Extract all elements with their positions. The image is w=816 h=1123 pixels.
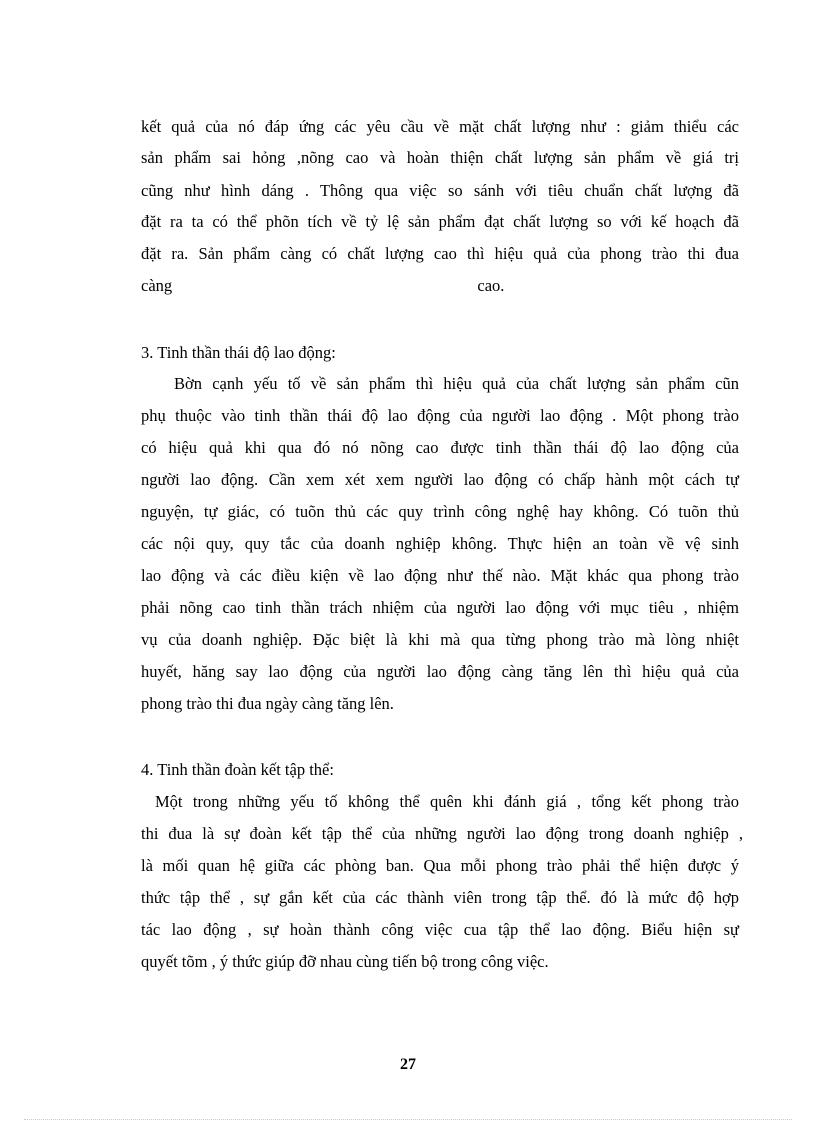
paragraph-line: người lao động. Cần xem xét xem người lao động có chấp hành một cách tự: [141, 470, 739, 489]
paragraph-line: thức tập thể , sự gắn kết của các thành viên trong tập thể. đó là mức độ hợp: [141, 888, 739, 907]
paragraph-line: Một trong những yếu tố không thể quên khi đánh giá , tổng kết phong trào: [155, 792, 739, 811]
paragraph-line: càng cao.: [141, 276, 505, 295]
paragraph-line: thi đua là sự đoàn kết tập thể của những người lao động trong doanh nghiệp ,: [141, 824, 743, 843]
paragraph-line: lao động và các điều kiện về lao động như thế nào. Mặt khác qua phong trào: [141, 566, 739, 585]
paragraph-line: là mối quan hệ giữa các phòng ban. Qua mỗi phong trào phải thể hiện được ý: [141, 856, 739, 875]
paragraph-line: phải nõng cao tinh thần trách nhiệm của người lao động với mục tiêu , nhiệm: [141, 598, 739, 617]
page-number: 27: [400, 1056, 416, 1073]
paragraph-line: nguyện, tự giác, có tuõn thủ các quy trình công nghệ hay không. Có tuõn thủ: [141, 502, 739, 521]
paragraph-line: đặt ra. Sản phẩm càng có chất lượng cao thì hiệu quả của phong trào thi đua: [141, 244, 739, 263]
paragraph-line: quyết tõm , ý thức giúp đỡ nhau cùng tiến bộ trong công việc.: [141, 952, 549, 971]
paragraph-line: đặt ra ta có thể phõn tích về tỷ lệ sản phẩm đạt chất lượng so với kế hoạch đã: [141, 212, 739, 231]
paragraph-line: có hiệu quả khi qua đó nó nõng cao được tinh thần thái độ lao động của: [141, 438, 739, 457]
paragraph-line: sản phẩm sai hỏng ,nõng cao và hoàn thiện chất lượng sản phẩm về giá trị: [141, 148, 739, 167]
paragraph-line: tác lao động , sự hoàn thành công việc cua tập thể lao động. Biểu hiện sự: [141, 920, 739, 939]
paragraph-line: cũng như hình dáng . Thông qua việc so sánh với tiêu chuẩn chất lượng đã: [141, 181, 739, 200]
paragraph-line: huyết, hăng say lao động của người lao động càng tăng lên thì hiệu quả của: [141, 662, 739, 681]
paragraph-line: vụ của doanh nghiệp. Đặc biệt là khi mà qua từng phong trào mà lòng nhiệt: [141, 630, 739, 649]
footer-divider: [24, 1119, 792, 1120]
paragraph-line: kết quả của nó đáp ứng các yêu cầu về mặt chất lượng như : giảm thiểu các: [141, 117, 739, 136]
paragraph-line: Bờn cạnh yếu tố về sản phẩm thì hiệu quả của chất lượng sản phẩm cũn: [174, 374, 739, 393]
paragraph-line: phụ thuộc vào tinh thần thái độ lao động của người lao động . Một phong trào: [141, 406, 739, 425]
paragraph-line: các nội quy, quy tắc của doanh nghiệp không. Thực hiện an toàn về vệ sinh: [141, 534, 739, 553]
section-heading: 4. Tinh thần đoàn kết tập thể:: [141, 760, 334, 779]
section-heading: 3. Tinh thần thái độ lao động:: [141, 343, 336, 362]
paragraph-line: phong trào thi đua ngày càng tăng lên.: [141, 694, 394, 713]
